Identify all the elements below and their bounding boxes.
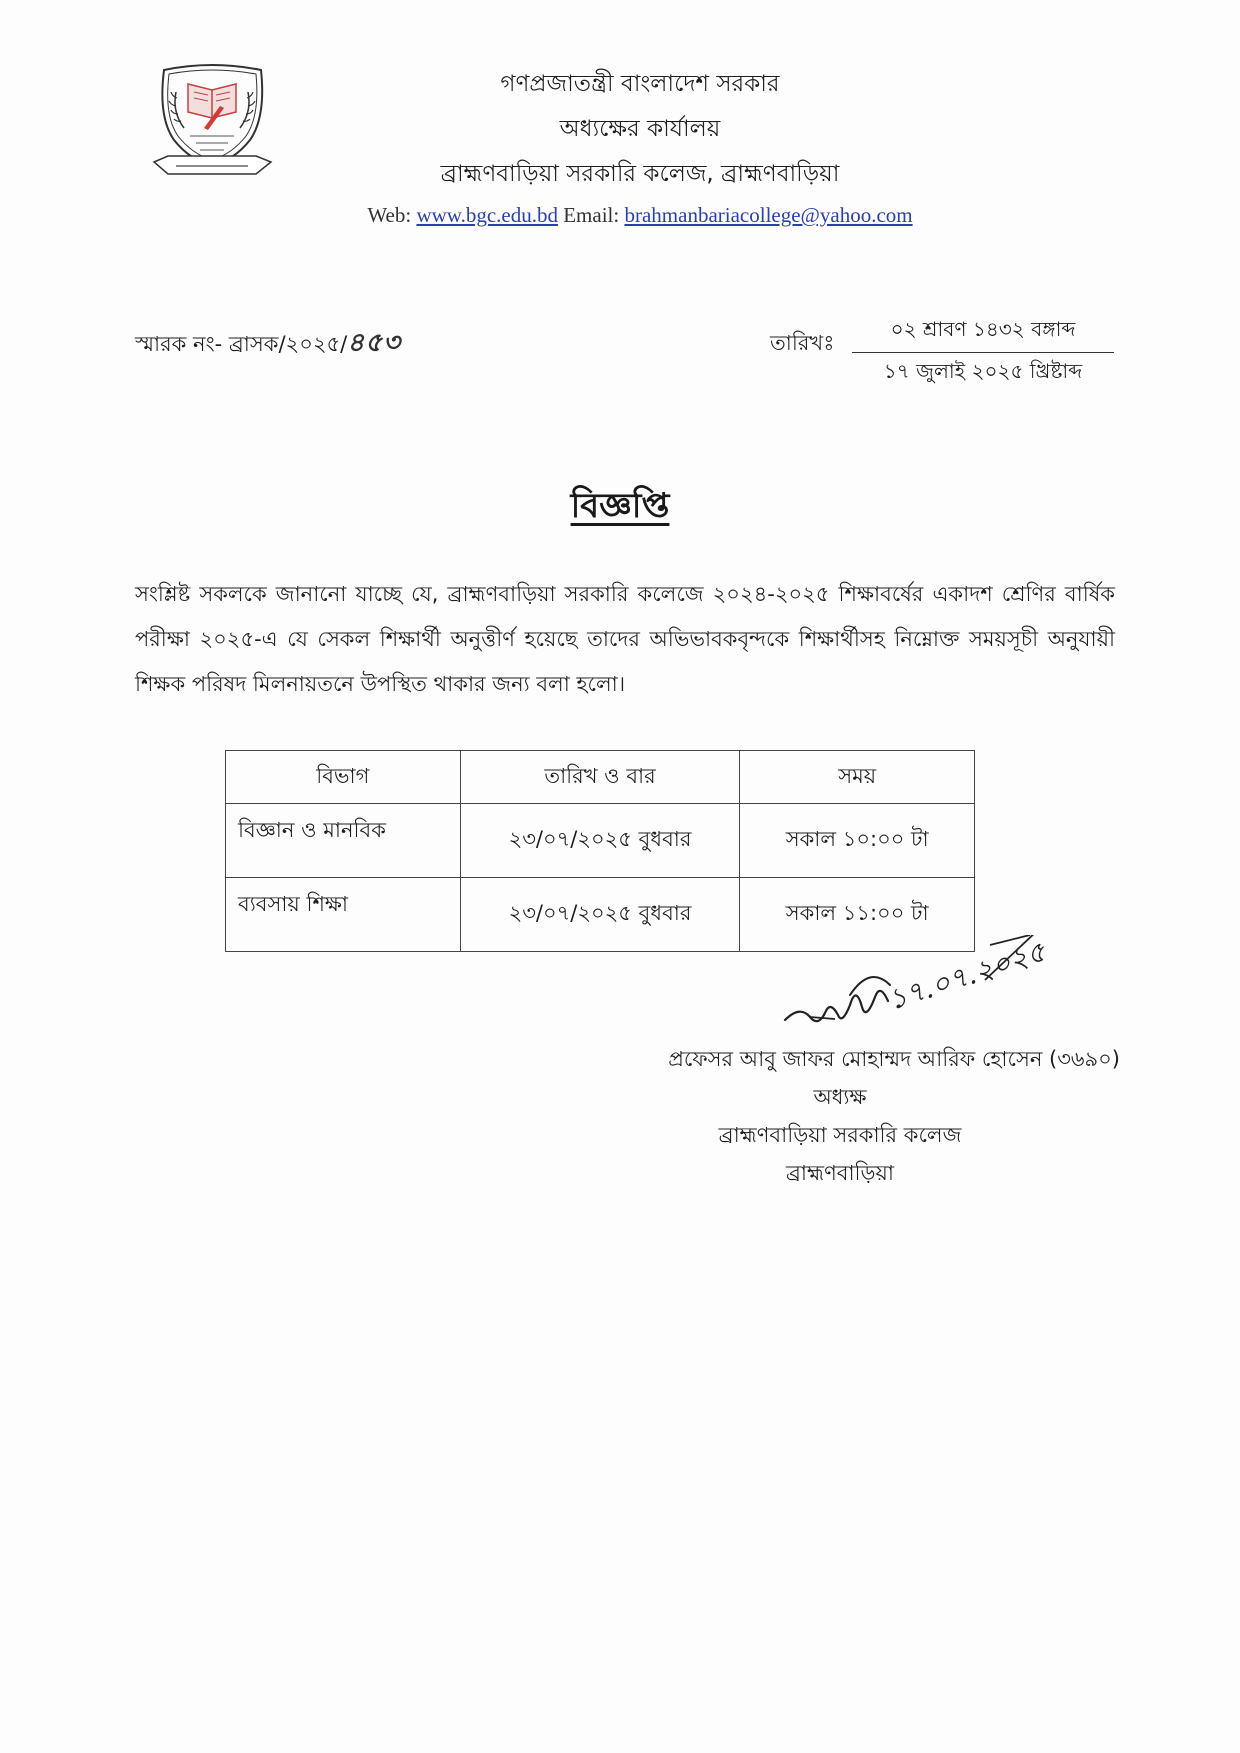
memo-handwritten-number: ৪৫৩: [347, 328, 401, 358]
government-name: গণপ্রজাতন্ত্রী বাংলাদেশ সরকার: [500, 71, 780, 97]
date-english: ১৭ জুলাই ২০২৫ খ্রিষ্টাব্দ: [883, 359, 1083, 383]
cell-time: সকাল ১১:০০ টা: [740, 878, 975, 952]
memo-number: [135, 322, 401, 366]
notice-body: সংশ্লিষ্ট সকলকে জানানো যাচ্ছে যে, ব্রাহ্মণবাড়িয়া সরকারি কলেজে ২০২৪-২০২৫ শিক্ষাবর্ষের একাদশ শ্রেণির বার্ষিক পরীক্ষা ২০২৫-এ যে সেকল শিক্ষার্থী অনুত্তীর্ণ হয়েছে তাদের অভিভাবকবৃন্দকে শিক্ষার্থীসহ নিম্নোক্ত সময়সূচী অনুযায়ী শিক্ষক পরিষদ মিলনায়তনে উপস্থিত থাকার জন্য বলা হলো।: [135, 582, 1115, 696]
cell-department: বিজ্ঞান ও মানবিক: [226, 804, 461, 878]
table-row: [226, 804, 975, 878]
email-link[interactable]: brahmanbariacollege@yahoo.com: [624, 203, 913, 227]
signatory-designation: অধ্যক্ষ: [813, 1085, 867, 1109]
notice-title: বিজ্ঞপ্তি: [570, 486, 670, 526]
notice-title-wrap: [0, 480, 1240, 537]
date-block: [852, 315, 1114, 390]
web-label: Web:: [367, 203, 412, 227]
cell-department: ব্যবসায় শিক্ষা: [226, 878, 461, 952]
signature-date: ১৭.০৭.২০২৫: [883, 935, 1050, 1017]
cell-date-day: ২৩/০৭/২০২৫ বুধবার: [460, 804, 740, 878]
header-department: বিভাগ: [226, 751, 461, 804]
college-emblem-icon: [150, 62, 275, 182]
schedule-table: [225, 750, 975, 952]
header-date-day: তারিখ ও বার: [460, 751, 740, 804]
website-link[interactable]: www.bgc.edu.bd: [416, 203, 558, 227]
signatory-institution: ব্রাহ্মণবাড়িয়া সরকারি কলেজ: [718, 1123, 962, 1147]
header-time: সময়: [740, 751, 975, 804]
handwritten-signature: [780, 935, 1060, 1045]
office-name: অধ্যক্ষের কার্যালয়: [559, 116, 721, 142]
signature-block: [560, 1040, 1120, 1192]
signatory-name: প্রফেসর আবু জাফর মোহাম্মদ আরিফ হোসেন (৩৬৯০): [668, 1047, 1120, 1071]
signatory-place: ব্রাহ্মণবাড়িয়া: [785, 1161, 895, 1185]
cell-date-day: ২৩/০৭/২০২৫ বুধবার: [460, 878, 740, 952]
college-name: ব্রাহ্মণবাড়িয়া সরকারি কলেজ, ব্রাহ্মণবাড়িয়া: [440, 161, 840, 187]
letterhead: [290, 62, 990, 233]
memo-label: স্মারক নং- ব্রাসক/২০২৫/: [135, 332, 348, 356]
cell-time: সকাল ১০:০০ টা: [740, 804, 975, 878]
contact-line: [290, 197, 990, 233]
table-header-row: [226, 751, 975, 804]
date-bangla: ০২ শ্রাবণ ১৪৩২ বঙ্গাব্দ: [852, 315, 1114, 353]
email-label: Email:: [563, 203, 620, 227]
date-label: তারিখঃ: [770, 331, 835, 355]
